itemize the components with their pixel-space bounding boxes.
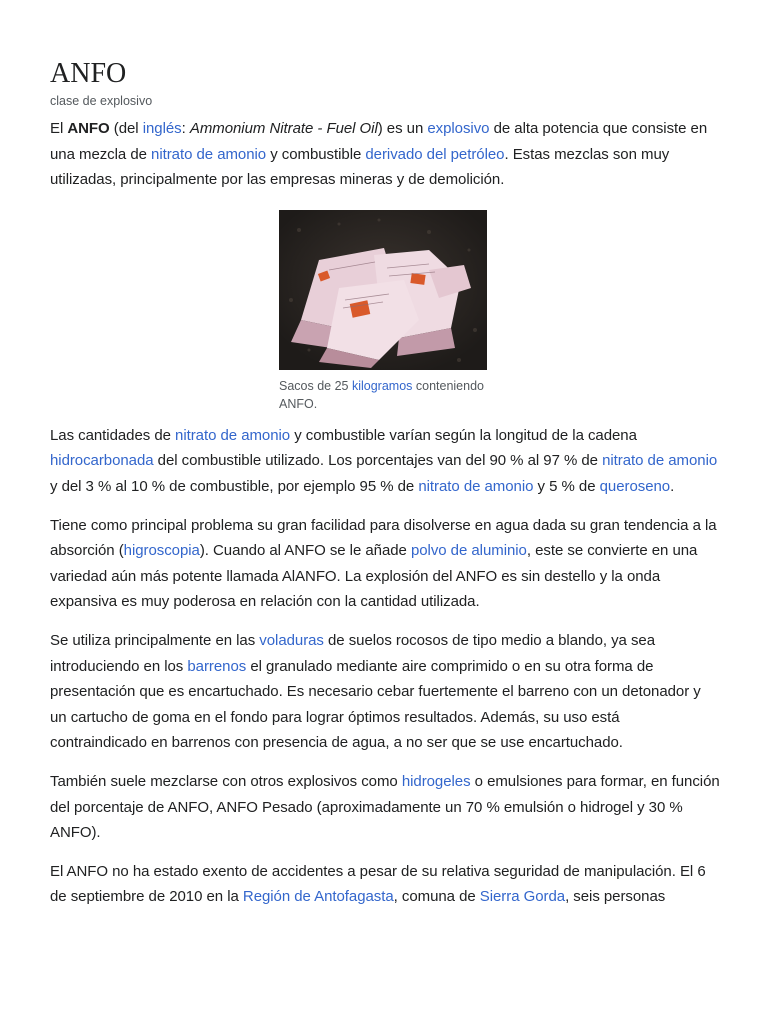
- link-polvo-de-aluminio[interactable]: polvo de aluminio: [410, 542, 527, 560]
- link-kilogramos[interactable]: kilogramos: [351, 378, 413, 393]
- paragraph-problems: [50, 513, 720, 615]
- text: El: [50, 120, 68, 137]
- italic-term: Ammonium Nitrate - Fuel Oil: [189, 120, 378, 137]
- text: o emulsiones para formar, en función del porcentaje de ANFO, ANFO Pesado (aproximadamente un 70 % emulsión o hidrogel y 30 % ANFO).: [50, 772, 720, 842]
- text: También suele mezclarse con otros explosivos como: [50, 772, 402, 790]
- text: ) es un: [377, 120, 428, 137]
- text: y combustible: [266, 145, 366, 163]
- link-queroseno[interactable]: queroseno: [599, 477, 671, 495]
- link-hidrocarbonada[interactable]: hidrocarbonada: [50, 452, 154, 470]
- paragraph-usage: [50, 628, 720, 756]
- text: . Estas mezclas son muy utilizadas, principalmente por las empresas mineras y de demolición.: [50, 145, 670, 189]
- page-title: ANFO: [50, 58, 127, 89]
- text: y combustible varían según la longitud de la cadena: [290, 426, 637, 444]
- text: , comuna de: [393, 888, 480, 906]
- text: de suelos rocosos de tipo medio a blando, ya sea introduciendo en los: [50, 631, 655, 675]
- link-explosivo[interactable]: explosivo: [427, 120, 490, 137]
- bold-term: ANFO: [67, 120, 110, 137]
- link-hidrogeles[interactable]: hidrogeles: [401, 772, 471, 790]
- text: y del 3 % al 10 % de combustible, por ejemplo 95 % de: [50, 477, 419, 495]
- caption-text: Sacos de 25: [279, 378, 352, 393]
- text: , seis personas: [565, 888, 666, 906]
- caption-text: conteniendo ANFO.: [279, 378, 484, 411]
- text: ). Cuando al ANFO se le añade: [199, 542, 411, 560]
- figure-caption: [279, 377, 487, 413]
- paragraph-mixtures: [50, 769, 720, 846]
- link-ingles[interactable]: inglés: [142, 120, 182, 137]
- text: Tiene como principal problema su gran facilidad para disolverse en agua dada su gran tendencia a la absorción (: [50, 516, 717, 560]
- page-subtitle: clase de explosivo: [50, 94, 153, 108]
- link-voladuras[interactable]: voladuras: [259, 631, 324, 649]
- text: El ANFO no ha estado exento de accidentes a pesar de su relativa seguridad de manipulación. El 6 de septiembre de 2010 en la: [50, 862, 706, 906]
- link-derivado-del-petroleo[interactable]: derivado del petróleo: [365, 145, 505, 163]
- text: (del: [109, 120, 143, 137]
- text: del combustible utilizado. Los porcentajes van del 90 % al 97 % de: [153, 452, 603, 470]
- article: [50, 56, 720, 923]
- text: .: [670, 477, 675, 495]
- figure: [279, 210, 487, 413]
- link-nitrato-de-amonio[interactable]: nitrato de amonio: [602, 452, 718, 470]
- intro-paragraph: [50, 116, 720, 193]
- text: , este se convierte en una variedad aún más potente llamada AlANFO. La explosión del ANFO es sin destello y la onda expansiva es muy poderosa en relación con la cantidad utilizada.: [50, 542, 698, 611]
- text: Se utiliza principalmente en las: [50, 631, 260, 649]
- link-higroscopia[interactable]: higroscopia: [123, 542, 200, 560]
- text: :: [181, 120, 190, 137]
- anfo-bags-photo[interactable]: [279, 210, 487, 370]
- text: Las cantidades de: [50, 426, 176, 444]
- paragraph-composition: [50, 423, 720, 500]
- link-sierra-gorda[interactable]: Sierra Gorda: [479, 888, 566, 906]
- link-nitrato-de-amonio[interactable]: nitrato de amonio: [418, 477, 534, 495]
- text: el granulado mediante aire comprimido o en su otra forma de presentación que es encartuchado. Es necesario cebar fuertemente el barreno con un detonador y un cartucho de goma en el fondo para lograr óptimos resultados. Además, su uso está contraindicado en barrenos con presencia de agua, a no ser que se use encartuchado.: [50, 657, 701, 752]
- text: de alta potencia que consiste en una mezcla de: [50, 120, 708, 163]
- link-nitrato-de-amonio[interactable]: nitrato de amonio: [175, 426, 291, 444]
- paragraph-accidents: [50, 859, 720, 910]
- link-region-de-antofagasta[interactable]: Región de Antofagasta: [242, 888, 394, 906]
- link-barrenos[interactable]: barrenos: [187, 657, 247, 675]
- link-nitrato-de-amonio[interactable]: nitrato de amonio: [151, 145, 267, 163]
- text: y 5 % de: [533, 477, 600, 495]
